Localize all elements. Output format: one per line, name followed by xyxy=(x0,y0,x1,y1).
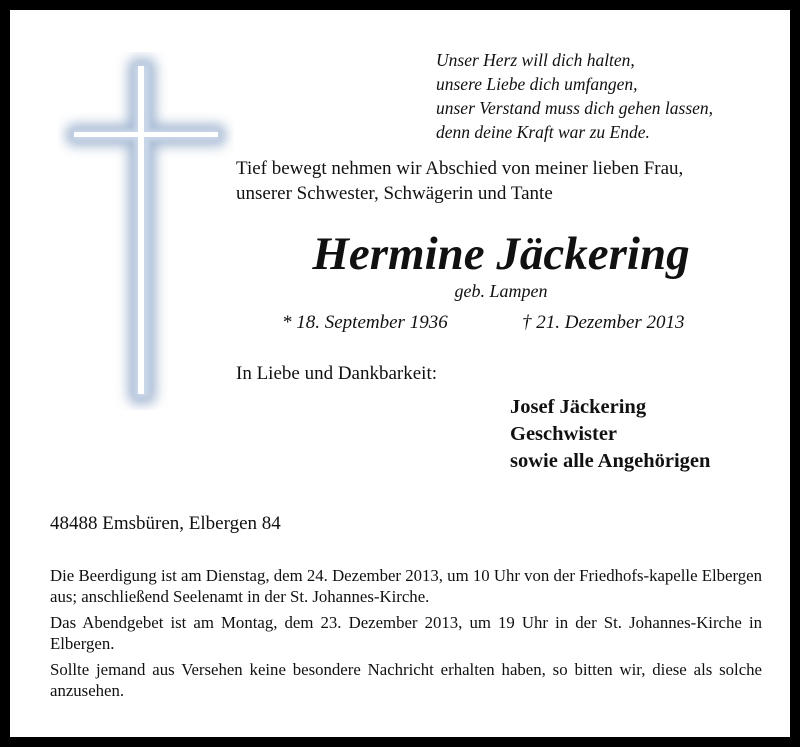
mourner: Josef Jäckering xyxy=(510,396,647,418)
notification-note: Sollte jemand aus Versehen keine besondere Nachricht erhalten haben, so bitten wir, diese als solche anzusehen. xyxy=(50,660,762,700)
birth-name: geb. Lampen xyxy=(454,281,548,301)
birth-date: * 18. September 1936 xyxy=(282,312,448,333)
intro-line: Tief bewegt nehmen wir Abschied von meiner lieben Frau, xyxy=(236,158,684,179)
gratitude-line: In Liebe und Dankbarkeit: xyxy=(236,363,438,384)
death-date: † 21. Dezember 2013 xyxy=(522,312,685,333)
cross-icon xyxy=(58,52,234,410)
intro-line: unserer Schwester, Schwägerin und Tante xyxy=(236,183,553,204)
address: 48488 Emsbüren, Elbergen 84 xyxy=(50,513,281,534)
mourners-list xyxy=(510,394,710,475)
mourner: sowie alle Angehörigen xyxy=(510,450,711,472)
deceased-name: Hermine Jäckering xyxy=(312,228,690,280)
notices xyxy=(50,565,762,706)
mourner: Geschwister xyxy=(510,423,618,445)
funeral-notice: Die Beerdigung ist am Dienstag, dem 24. Dezember 2013, um 10 Uhr von der Friedhofs-kapelle Elbergen aus; anschließend Seelenamt in der St. Johannes-Kirche. xyxy=(50,566,762,606)
poem xyxy=(436,48,776,144)
poem-line: unser Verstand muss dich gehen lassen, xyxy=(436,98,714,118)
poem-line: Unser Herz will dich halten, xyxy=(436,50,635,70)
poem-line: denn deine Kraft war zu Ende. xyxy=(436,122,650,142)
poem-line: unsere Liebe dich umfangen, xyxy=(436,74,638,94)
evening-prayer-notice: Das Abendgebet ist am Montag, dem 23. Dezember 2013, um 19 Uhr in der St. Johannes-Kirche in Elbergen. xyxy=(50,613,762,653)
intro-text xyxy=(236,156,796,206)
